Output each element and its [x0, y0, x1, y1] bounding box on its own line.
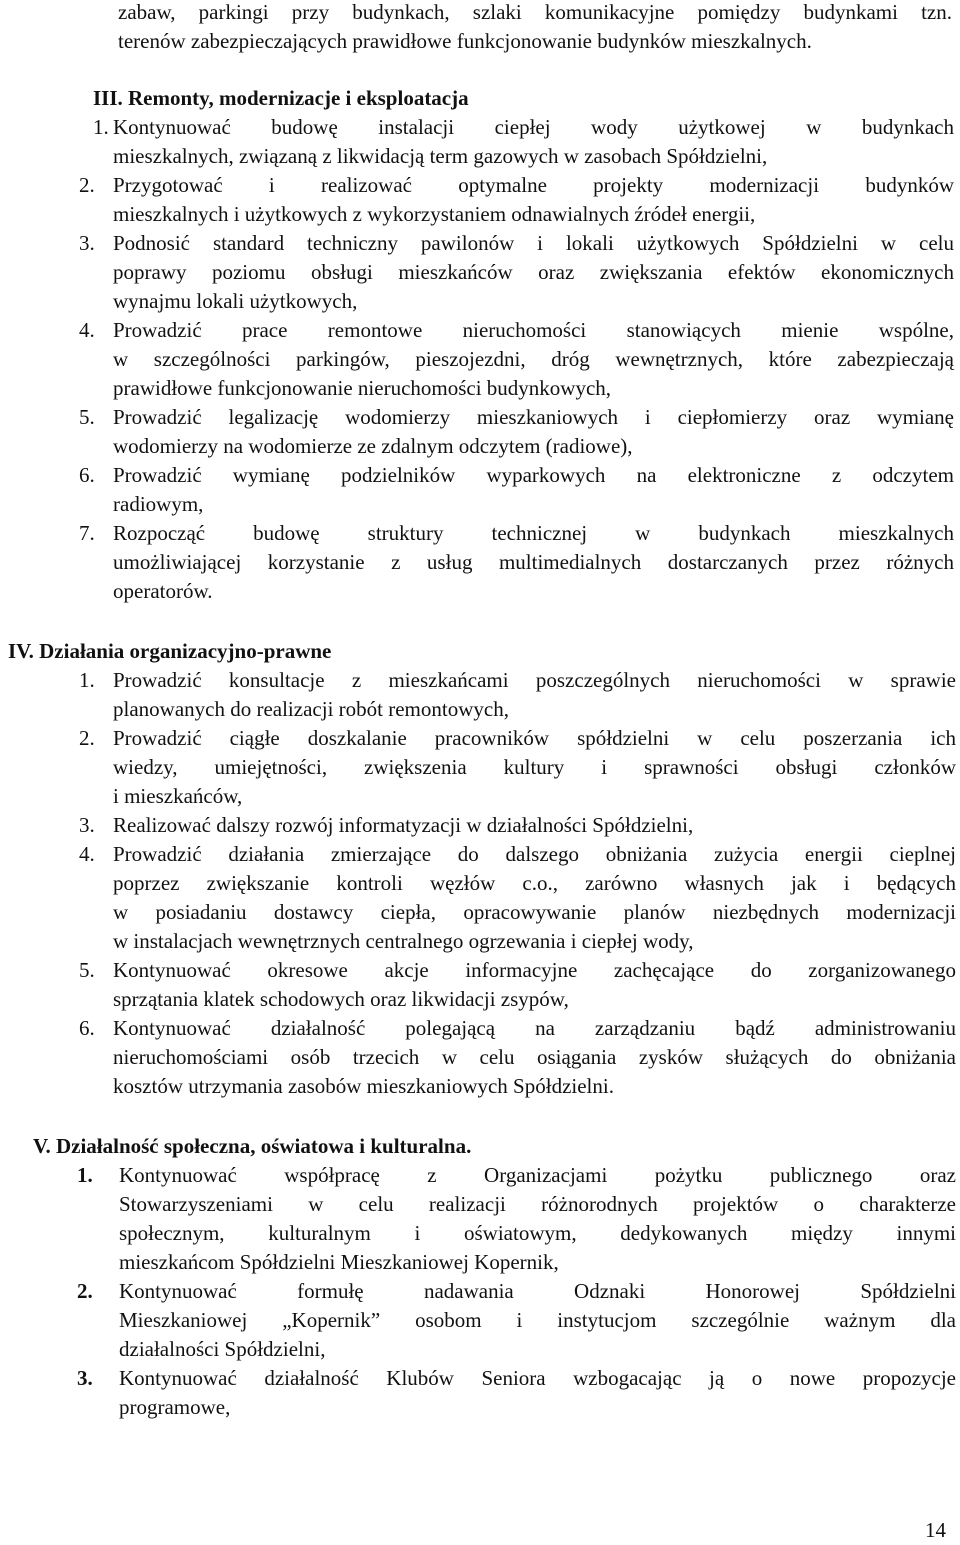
text-line: poprzez zwiększanie kontroli węzłów c.o., zarówno własnych jak i będących — [113, 871, 956, 895]
text-line: Prowadzić legalizację wodomierzy mieszkaniowych i ciepłomierzy oraz wymianę — [113, 405, 954, 429]
text-line: poprawy poziomu obsługi mieszkańców oraz zwiększania efektów ekonomicznych — [113, 260, 954, 284]
text-line: Mieszkaniowej „Kopernik” osobom i instytucjom szczególnie ważnym dla — [119, 1308, 956, 1332]
item-number: 5. — [79, 405, 95, 429]
item-number: 3. — [79, 813, 95, 837]
item-number: 2. — [79, 726, 95, 750]
item-number: 6. — [79, 1016, 95, 1040]
text-line: w szczególności parkingów, pieszojezdni, dróg wewnętrznych, które zabezpieczają — [113, 347, 954, 371]
text-line: Kontynuować działalność polegającą na zarządzaniu bądź administrowaniu — [113, 1016, 956, 1040]
page-number: 14 — [925, 1518, 946, 1542]
text-line: Realizować dalszy rozwój informatyzacji w działalności Spółdzielni, — [113, 813, 694, 837]
section-heading: V. Działalność społeczna, oświatowa i kulturalna. — [33, 1134, 472, 1158]
text-line: wodomierzy na wodomierze ze zdalnym odczytem (radiowe), — [113, 434, 633, 458]
item-number: 4. — [79, 318, 95, 342]
item-number: 2. — [77, 1279, 93, 1303]
item-number: 1. — [77, 1163, 93, 1187]
text-line: Kontynuować współpracę z Organizacjami pożytku publicznego oraz — [119, 1163, 956, 1187]
text-line: Stowarzyszeniami w celu realizacji różnorodnych projektów o charakterze — [119, 1192, 956, 1216]
text-line: prawidłowe funkcjonowanie nieruchomości budynkowych, — [113, 376, 612, 400]
item-number: 3. — [77, 1366, 93, 1390]
text-line: nieruchomościami osób trzecich w celu osiągania zysków służących do obniżania — [113, 1045, 956, 1069]
text-line: Kontynuować okresowe akcje informacyjne zachęcające do zorganizowanego — [113, 958, 956, 982]
text-line: Rozpocząć budowę struktury technicznej w budynkach mieszkalnych — [113, 521, 954, 545]
text-line: Kontynuować działalność Klubów Seniora wzbogacając ją o nowe propozycje — [119, 1366, 956, 1390]
text-line: społecznym, kulturalnym i oświatowym, dedykowanych między innymi — [119, 1221, 956, 1245]
item-number: 7. — [79, 521, 95, 545]
item-number: 3. — [79, 231, 95, 255]
text-line: mieszkalnych, związaną z likwidacją term gazowych w zasobach Spółdzielni, — [113, 144, 768, 168]
item-number: 6. — [79, 463, 95, 487]
text-line: Kontynuować budowę instalacji ciepłej wody użytkowej w budynkach — [113, 115, 954, 139]
text-line: Prowadzić ciągłe doszkalanie pracowników spółdzielni w celu poszerzania ich — [113, 726, 956, 750]
text-line: Prowadzić konsultacje z mieszkańcami poszczególnych nieruchomości w sprawie — [113, 668, 956, 692]
item-number: 2. — [79, 173, 95, 197]
text-line: terenów zabezpieczających prawidłowe funkcjonowanie budynków mieszkalnych. — [118, 29, 812, 53]
text-line: wiedzy, umiejętności, zwiększenia kultury i sprawności obsługi członków — [113, 755, 956, 779]
section-heading: III. Remonty, modernizacje i eksploatacja — [93, 86, 469, 110]
text-line: mieszkalnych i użytkowych z wykorzystaniem odnawialnych źródeł energii, — [113, 202, 756, 226]
text-line: mieszkańcom Spółdzielni Mieszkaniowej Kopernik, — [119, 1250, 559, 1274]
text-line: Podnosić standard techniczny pawilonów i lokali użytkowych Spółdzielni w celu — [113, 231, 954, 255]
text-line: Prowadzić prace remontowe nieruchomości stanowiących mienie wspólne, — [113, 318, 954, 342]
item-number: 1. — [79, 668, 95, 692]
text-line: programowe, — [119, 1395, 231, 1419]
text-line: i mieszkańców, — [113, 784, 243, 808]
text-line: wynajmu lokali użytkowych, — [113, 289, 358, 313]
text-line: kosztów utrzymania zasobów mieszkaniowych Spółdzielni. — [113, 1074, 614, 1098]
text-line: w instalacjach wewnętrznych centralnego ogrzewania i ciepłej wody, — [113, 929, 694, 953]
item-number: 1. — [93, 115, 109, 139]
text-line: zabaw, parkingi przy budynkach, szlaki komunikacyjne pomiędzy budynkami tzn. — [118, 0, 952, 24]
item-number: 5. — [79, 958, 95, 982]
text-line: radiowym, — [113, 492, 204, 516]
section-heading: IV. Działania organizacyjno-prawne — [8, 639, 332, 663]
text-line: Prowadzić działania zmierzające do dalszego obniżania zużycia energii cieplnej — [113, 842, 956, 866]
text-line: w posiadaniu dostawcy ciepła, opracowywanie planów niezbędnych modernizacji — [113, 900, 956, 924]
text-line: Prowadzić wymianę podzielników wyparkowych na elektroniczne z odczytem — [113, 463, 954, 487]
text-line: sprzątania klatek schodowych oraz likwidacji zsypów, — [113, 987, 569, 1011]
text-line: operatorów. — [113, 579, 213, 603]
text-line: działalności Spółdzielni, — [119, 1337, 326, 1361]
text-line: Przygotować i realizować optymalne projekty modernizacji budynków — [113, 173, 954, 197]
text-line: planowanych do realizacji robót remontowych, — [113, 697, 509, 721]
item-number: 4. — [79, 842, 95, 866]
text-line: umożliwiającej korzystanie z usług multimedialnych dostarczanych przez różnych — [113, 550, 954, 574]
text-line: Kontynuować formułę nadawania Odznaki Honorowej Spółdzielni — [119, 1279, 956, 1303]
